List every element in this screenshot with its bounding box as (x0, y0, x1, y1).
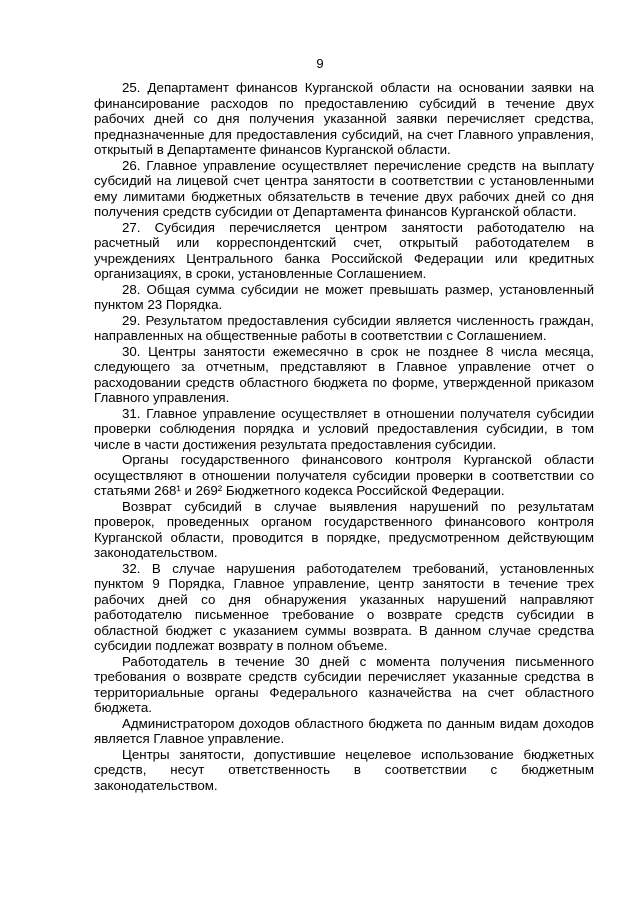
paragraph-29: 29. Результатом предоставления субсидии является численность граждан, направленных на общественные работы в соответствии с Соглашением. (94, 312, 594, 343)
paragraph-32-responsibility: Центры занятости, допустившие нецелевое использование бюджетных средств, несут ответственность в соответствии с бюджетным законодательством. (94, 746, 594, 793)
paragraph-30: 30. Центры занятости ежемесячно в срок не позднее 8 числа месяца, следующего за отчетным, представляют в Главное управление отчет о расходовании средств областного бюджета по форме, утвержденной приказом Главного управления. (94, 343, 594, 405)
paragraph-25: 25. Департамент финансов Курганской области на основании заявки на финансирование расходов по предоставлению субсидий в течение двух рабочих дней со дня получения указанной заявки перечисляет средства, предназначенные для предоставления субсидий, на счет Главного управления, открытый в Департаменте финансов Курганской области. (94, 80, 594, 157)
paragraph-31: 31. Главное управление осуществляет в отношении получателя субсидии проверки соблюдения порядка и условий предоставления субсидии, в том числе в части достижения результата предоставления субсидии. (94, 405, 594, 452)
paragraph-28: 28. Общая сумма субсидии не может превышать размер, установленный пунктом 23 Порядка. (94, 281, 594, 312)
page-number: 9 (316, 56, 324, 71)
paragraph-32: 32. В случае нарушения работодателем требований, установленных пунктом 9 Порядка, Главное управление, центр занятости в течение трех рабочих дней со дня обнаружения указанных нарушений направляют работодателю письменное требование о возврате средств субсидии в областной бюджет с указанием суммы возврата. В данном случае средства субсидии подлежат возврату в полном объеме. (94, 560, 594, 653)
document-body (94, 80, 594, 793)
paragraph-31-control-bodies: Органы государственного финансового контроля Курганской области осуществляют в отношении получателя субсидии проверки в соответствии со статьями 268¹ и 269² Бюджетного кодекса Российской Федерации. (94, 452, 594, 498)
paragraph-31-refund: Возврат субсидий в случае выявления нарушений по результатам проверок, проведенных органом государственного финансового контроля Курганской области, проводится в порядке, предусмотренном действующим законодательством. (94, 498, 594, 560)
paragraph-32-employer-refund: Работодатель в течение 30 дней с момента получения письменного требования о возврате средств субсидии перечисляет указанные средства в территориальные органы Федерального казначейства на счет областного бюджета. (94, 653, 594, 715)
paragraph-32-administrator: Администратором доходов областного бюджета по данным видам доходов является Главное управление. (94, 715, 594, 746)
paragraph-27: 27. Субсидия перечисляется центром занятости работодателю на расчетный или корреспондентский счет, открытый работодателем в учреждениях Центрального банка Российской Федерации или кредитных организациях, в сроки, установленные Соглашением. (94, 219, 594, 281)
paragraph-26: 26. Главное управление осуществляет перечисление средств на выплату субсидий на лицевой счет центра занятости в соответствии с установленными ему лимитами бюджетных обязательств в течение двух рабочих дней со дня получения средств субсидии от Департамента финансов Курганской области. (94, 157, 594, 219)
